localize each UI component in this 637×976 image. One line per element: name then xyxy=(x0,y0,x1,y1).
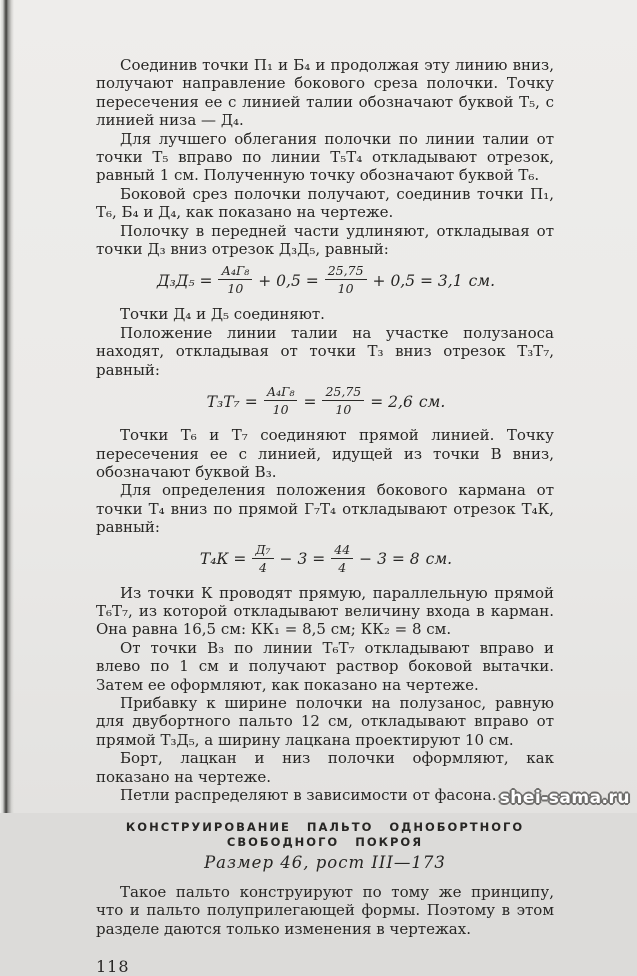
fraction-numerator: 44 xyxy=(331,542,353,559)
fraction xyxy=(331,542,353,575)
fraction-denominator: 4 xyxy=(338,559,347,575)
formula-mid: − 3 = xyxy=(279,550,326,569)
fraction-numerator: А₄Г₈ xyxy=(218,263,252,280)
paragraph: Петли распределяют в зависимости от фасона. xyxy=(120,786,497,804)
fraction-numerator: А₄Г₈ xyxy=(264,384,298,401)
paragraph: Точки Д₄ и Д₅ соединяют. xyxy=(120,305,325,324)
fraction-denominator: 4 xyxy=(258,559,267,575)
paragraph: Для лучшего облегания полочки по линии талии от точки Т₅ вправо по линии Т₅Т₄ откладывают отрезок, равный 1 см. Полученную точку обозначают буквой Т₆. xyxy=(96,129,554,185)
paragraph: От точки В₃ по линии Т₆Т₇ откладывают вправо и влево по 1 см и получают раствор боковой вытачки. Затем ее оформляют, как показано на чертеже. xyxy=(96,638,554,694)
fraction xyxy=(325,263,367,296)
paragraph: Точки Т₆ и Т₇ соединяют прямой линией. Точку пересечения ее с линией, идущей из точки В вниз, обозначают буквой В₃. xyxy=(96,426,554,481)
watermark: shei-sama.ru xyxy=(499,788,630,808)
formula-t3t7 xyxy=(96,386,554,419)
fraction xyxy=(218,263,252,296)
fraction-numerator: 25,75 xyxy=(325,263,367,280)
formula-tail: + 0,5 = 3,1 xyxy=(372,271,463,290)
fraction xyxy=(322,384,364,417)
formula-tail: − 3 = 8 xyxy=(359,550,420,569)
formula-mid: + 0,5 = xyxy=(258,271,319,290)
fraction-numerator: Д₇ xyxy=(252,542,273,559)
paragraph: Боковой срез полочки получают, соединив точки П₁, Т₆, Б₄ и Д₄, как показано на чертеже. xyxy=(96,184,554,222)
fraction-denominator: 10 xyxy=(337,281,354,297)
fraction-denominator: 10 xyxy=(272,402,289,418)
formula-lhs: Д₃Д₅ = xyxy=(156,271,213,290)
formula-unit: см. xyxy=(418,392,446,411)
formula-mid: = xyxy=(303,392,317,411)
paragraph: Для определения положения бокового кармана от точки Т₄ вниз по прямой Г₇Т₄ откладывают отрезок Т₄К, равный: xyxy=(96,481,554,537)
fraction xyxy=(264,384,298,417)
book-spine-shadow xyxy=(0,0,14,813)
page-number: 118 xyxy=(96,956,130,976)
formula-unit: см. xyxy=(468,271,496,290)
formula-t4k xyxy=(96,541,554,577)
paragraph: Прибавку к ширине полочки на полузанос, равную для двубортного пальто 12 см, откладывают вправо от прямой Т₃Д₅, а ширину лацкана проектируют 10 см. xyxy=(96,693,554,749)
fraction-numerator: 25,75 xyxy=(322,384,364,401)
section-heading: КОНСТРУИРОВАНИЕ ПАЛЬТО ОДНОБОРТНОГО СВОБОДНОГО ПОКРОЯ xyxy=(125,820,525,850)
paragraph: Соединив точки П₁ и Б₄ и продолжая эту линию вниз, получают направление бокового среза полочки. Точку пересечения ее с линией талии обозначают буквой Т₅, с линией низа — Д₄. xyxy=(96,56,554,130)
formula-unit: см. xyxy=(425,550,453,569)
fraction-denominator: 10 xyxy=(227,281,244,297)
paragraph: Полочку в передней части удлиняют, откладывая от точки Д₃ вниз отрезок Д₃Д₅, равный: xyxy=(96,221,554,259)
paragraph: Борт, лацкан и низ полочки оформляют, как показано на чертеже. xyxy=(96,749,554,786)
paragraph: Положение линии талии на участке полузаноса находят, откладывая от точки Т₃ вниз отрезок Т₃Т₇, равный: xyxy=(96,323,554,379)
paragraph: Из точки К проводят прямую, параллельную прямой Т₆Т₇, из которой откладывают величину входа в карман. Она равна 16,5 см: КК₁ = 8,5 см; КК₂ = 8 см. xyxy=(96,583,554,639)
formula-lhs: Т₃Т₇ = xyxy=(206,392,258,411)
text-block xyxy=(96,56,554,976)
formula-tail: = 2,6 xyxy=(370,392,413,411)
paragraph: Такое пальто конструируют по тому же принципу, что и пальто полуприлегающей формы. Поэтому в этом разделе даются только изменения в чертежах. xyxy=(96,882,554,938)
fraction xyxy=(252,542,273,575)
formula-d3d5 xyxy=(96,265,554,298)
fraction-denominator: 10 xyxy=(335,402,352,418)
section-subheading: Размер 46, рост III—173 xyxy=(204,853,446,873)
formula-lhs: Т₄К = xyxy=(199,550,247,569)
